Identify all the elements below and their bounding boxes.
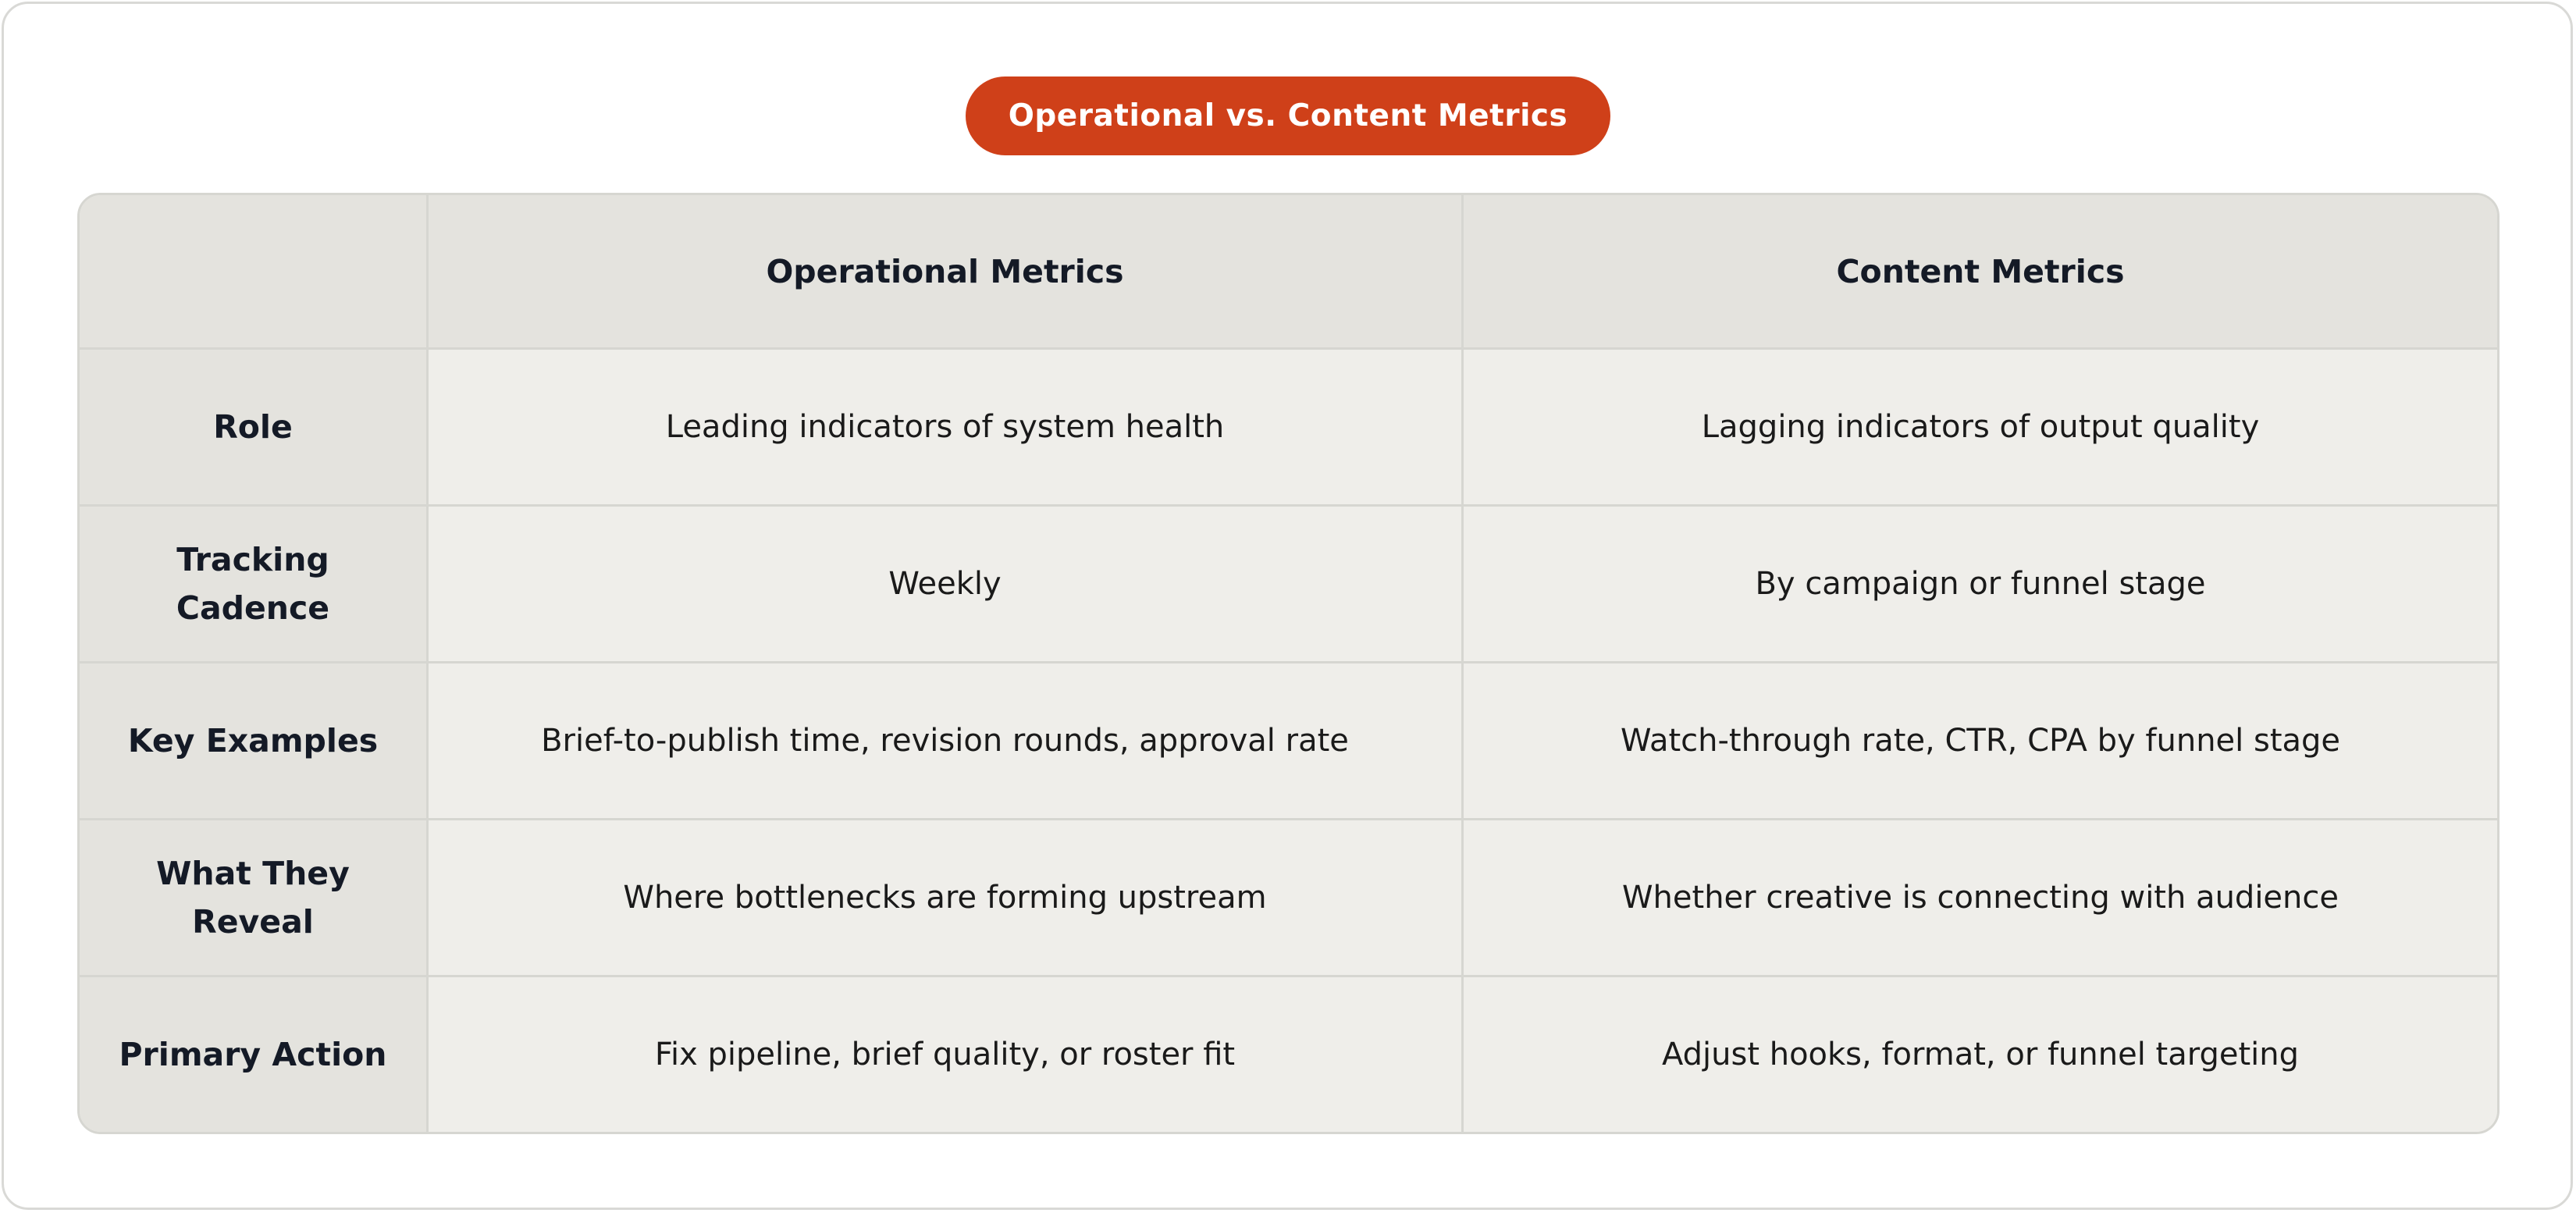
comparison-table (77, 193, 2500, 1134)
row-label-tracking-cadence: Tracking Cadence (80, 507, 429, 663)
row-label-primary-action: Primary Action (80, 977, 429, 1132)
row-label-what-they-reveal: What They Reveal (80, 820, 429, 977)
row-label-role: Role (80, 350, 429, 507)
table-cell: Lagging indicators of output quality (1464, 350, 2497, 507)
table-header-corner (80, 195, 429, 350)
table-header-operational: Operational Metrics (429, 195, 1464, 350)
table-cell: Where bottlenecks are forming upstream (429, 820, 1464, 977)
table-cell: By campaign or funnel stage (1464, 507, 2497, 663)
title-badge: Operational vs. Content Metrics (966, 76, 1610, 155)
table-header-content: Content Metrics (1464, 195, 2497, 350)
table-cell: Leading indicators of system health (429, 350, 1464, 507)
table-cell: Whether creative is connecting with audience (1464, 820, 2497, 977)
table-cell: Brief-to-publish time, revision rounds, approval rate (429, 663, 1464, 820)
table-cell: Watch-through rate, CTR, CPA by funnel stage (1464, 663, 2497, 820)
table-cell: Fix pipeline, brief quality, or roster fit (429, 977, 1464, 1132)
table-cell: Adjust hooks, format, or funnel targeting (1464, 977, 2497, 1132)
table-cell: Weekly (429, 507, 1464, 663)
row-label-key-examples: Key Examples (80, 663, 429, 820)
